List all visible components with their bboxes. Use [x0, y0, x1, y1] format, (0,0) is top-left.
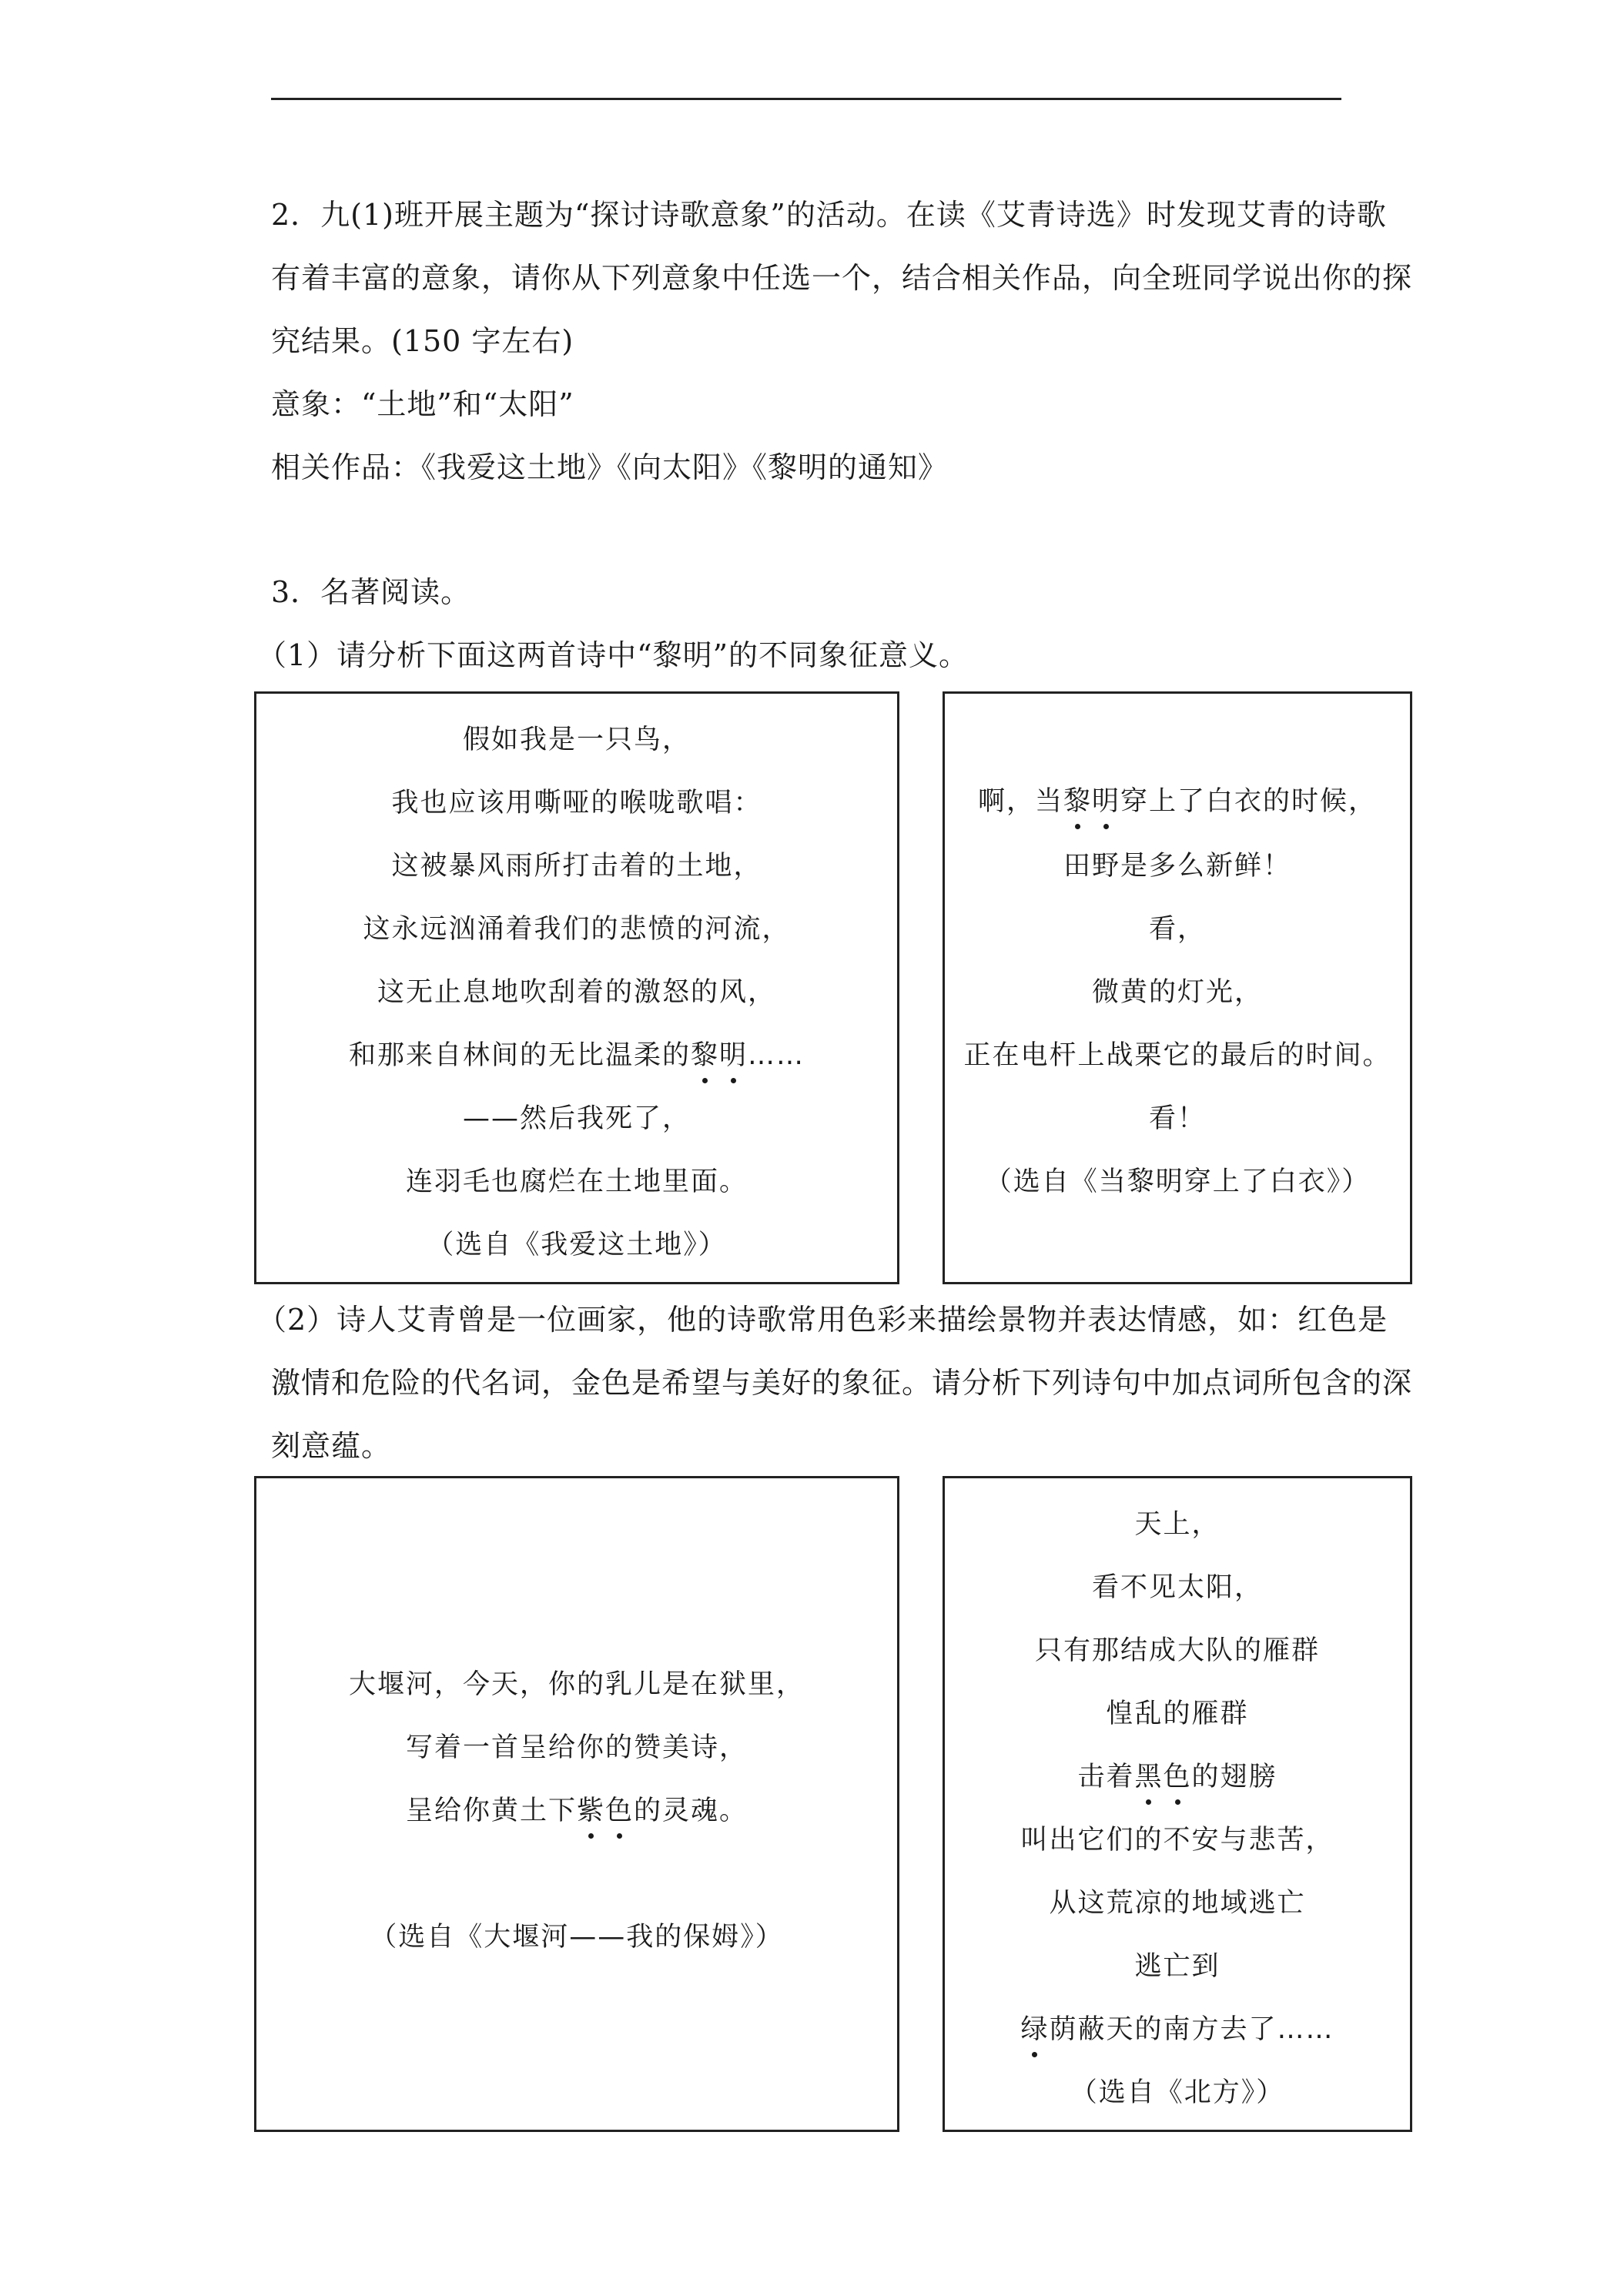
poem-text: 呈给你黄土下 [405, 1796, 577, 1826]
emphasis-char: 明 [719, 1034, 748, 1073]
poem-line: 这被暴风雨所打击着的土地， [391, 851, 762, 882]
poem-text: 的翅膀 [1191, 1762, 1277, 1792]
emphasis-char: 色 [1164, 1755, 1192, 1794]
poem-line: 天上， [1134, 1509, 1221, 1540]
poem-line: 我也应该用嘶哑的喉咙歌唱： [391, 788, 762, 818]
question-2-line: 有着丰富的意象，请你从下列意象中任选一个，结合相关作品，向全班同学说出你的探 [271, 261, 1413, 295]
poem-text: 穿上了白衣的时候， [1120, 786, 1378, 817]
poem-source: （选自《当黎明穿上了白衣》） [984, 1166, 1371, 1197]
poem-line: 只有那结成大队的雁群 [1034, 1635, 1320, 1666]
poem-line-dotted [256, 1034, 897, 1073]
poem-line: 从这荒凉的地域逃亡 [1049, 1888, 1306, 1919]
poem-line: 看， [1148, 914, 1206, 945]
header-rule [271, 98, 1341, 100]
poem-line: 田野是多么新鲜！ [1063, 851, 1291, 882]
poem-line: 正在电杆上战栗它的最后的时间。 [963, 1040, 1391, 1071]
poem-text: 击着 [1077, 1762, 1135, 1792]
poem-source: （选自《北方》） [1070, 2077, 1285, 2108]
question-3-sub2-line: 激情和危险的代名词，金色是希望与美好的象征。请分析下列诗句中加点词所包含的深 [271, 1366, 1413, 1400]
poem-line-dotted [945, 780, 1410, 818]
poem-text: 啊，当 [977, 786, 1063, 817]
poem-line: 这永远汹涌着我们的悲愤的河流， [363, 914, 791, 945]
question-3-sub2-line: （2）诗人艾青曾是一位画家，他的诗歌常用色彩来描绘景物并表达情感，如：红色是 [257, 1303, 1388, 1337]
question-2 [271, 196, 1413, 504]
poem-text: …… [748, 1040, 805, 1071]
poem-line-dotted [945, 1755, 1410, 1794]
poem-line-dotted [256, 1789, 897, 1828]
poem-text: 和那来自林间的无比温柔的 [348, 1040, 691, 1071]
poem-line-dotted [945, 2008, 1410, 2047]
emphasis-char: 黎 [691, 1034, 719, 1073]
poem-line: 连羽毛也腐烂在土地里面。 [405, 1166, 748, 1197]
emphasis-char: 绿 [1020, 2008, 1049, 2047]
poem-line: 大堰河，今天，你的乳儿是在狱里， [348, 1669, 805, 1700]
imagery-line: 意象：“土地”和“太阳” [271, 387, 574, 421]
poem-text: 荫蔽天的南方去了…… [1049, 2014, 1334, 2045]
poem-line: 叫出它们的不安与悲苦， [1020, 1825, 1334, 1856]
poem-box-ai-tu-di [254, 691, 899, 1284]
question-2-line: 2．九(1)班开展主题为“探讨诗歌意象”的活动。在读《艾青诗选》时发现艾青的诗歌 [271, 198, 1387, 232]
question-2-line: 究结果。(150 字左右) [271, 324, 574, 358]
poem-text: 的灵魂。 [634, 1796, 748, 1826]
related-works-line: 相关作品：《我爱这土地》《向太阳》《黎明的通知》 [271, 450, 949, 484]
poem-source: （选自《我爱这土地》） [427, 1230, 727, 1260]
poem-line: 惶乱的雁群 [1106, 1699, 1249, 1729]
emphasis-char: 明 [1092, 780, 1120, 818]
emphasis-char: 黎 [1063, 780, 1092, 818]
emphasis-char: 色 [605, 1789, 634, 1828]
poem-line: 假如我是一只鸟， [462, 725, 691, 755]
poem-source: （选自《大堰河——我的保姆》） [370, 1922, 784, 1953]
question-3-title: 3．名著阅读。 [271, 575, 471, 609]
emphasis-char: 黑 [1134, 1755, 1163, 1794]
question-3-sub2-line: 刻意蕴。 [271, 1429, 392, 1463]
poem-box-bei-fang [943, 1476, 1412, 2132]
poem-line: 看！ [1148, 1103, 1206, 1134]
question-3-sub2 [257, 1301, 1413, 1501]
poem-line: ——然后我死了， [462, 1103, 691, 1134]
question-3-sub1: （1）请分析下面这两首诗中“黎明”的不同象征意义。 [257, 638, 969, 672]
poem-line: 看不见太阳， [1091, 1572, 1263, 1603]
poem-box-da-yan-he [254, 1476, 899, 2132]
poem-line: 逃亡到 [1134, 1951, 1221, 1982]
emphasis-char: 紫 [577, 1789, 605, 1828]
poem-line: 微黄的灯光， [1091, 977, 1263, 1008]
poem-line: 这无止息地吹刮着的激怒的风， [377, 977, 776, 1008]
poem-line: 写着一首呈给你的赞美诗， [405, 1732, 748, 1763]
poem-box-li-ming-bai-yi [943, 691, 1412, 1284]
